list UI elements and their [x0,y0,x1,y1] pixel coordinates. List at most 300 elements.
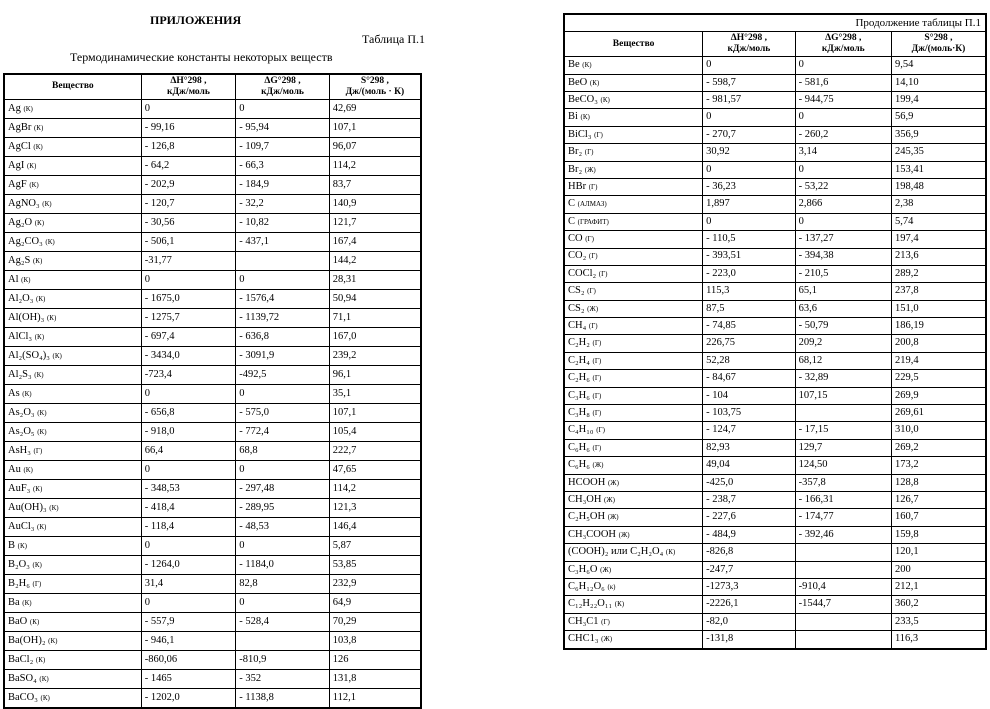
entropy-cell: 114,2 [329,479,421,498]
phase-label: (К) [29,180,39,189]
phase-label: (Г) [592,356,602,365]
formula: Ba [8,596,20,608]
table-row [4,194,421,213]
enthalpy-cell: - 227,6 [703,509,795,526]
formula: C₃H₈ [568,406,590,418]
enthalpy-cell: 0 [703,57,795,74]
substance-cell [4,555,141,574]
gibbs-cell: - 109,7 [236,137,330,156]
gibbs-cell: - 1576,4 [236,289,330,308]
substance-cell [564,596,703,613]
enthalpy-cell: - 3434,0 [141,346,236,365]
phase-label: (Г) [588,322,598,331]
enthalpy-cell: -2226,1 [703,596,795,613]
gibbs-cell [795,631,891,649]
substance-cell [4,688,141,708]
substance-cell [564,196,703,213]
gibbs-cell: -492,5 [236,365,330,384]
table-row [564,248,986,265]
formula: Be [568,59,580,71]
substance-cell [4,650,141,669]
phase-label: (К) [22,598,32,607]
enthalpy-cell: - 120,7 [141,194,236,213]
phase-label: (К) [52,351,62,360]
formula: Br₂ [568,163,583,175]
table-row [564,161,986,178]
header-substance: Вещество [4,74,141,99]
entropy-cell: 103,8 [329,631,421,650]
entropy-cell: 42,69 [329,99,421,118]
substance-cell [564,74,703,91]
enthalpy-cell: - 557,9 [141,612,236,631]
entropy-cell: 5,74 [891,213,986,230]
substance-cell [564,613,703,630]
enthalpy-cell: - 99,16 [141,118,236,137]
phase-label: (К) [22,389,32,398]
table-row [4,650,421,669]
enthalpy-cell: - 418,4 [141,498,236,517]
gibbs-cell [795,613,891,630]
formula: Bi [568,111,578,123]
phase-label: (К) [32,256,43,265]
formula: BeO [568,76,588,88]
table-row [4,175,421,194]
substance-cell [4,498,141,517]
entropy-cell: 140,9 [329,194,421,213]
entropy-cell: 167,0 [329,327,421,346]
phase-label: (Ж) [618,530,630,539]
phase-label: (Г) [596,426,605,435]
enthalpy-cell: - 270,7 [703,126,795,143]
formula: BaCl₂ [8,653,34,665]
phase-label: (К) [614,600,625,609]
entropy-cell: 114,2 [329,156,421,175]
formula: BaO [8,615,28,627]
gibbs-cell [236,251,330,270]
substance-cell [4,289,141,308]
table-label: Таблица П.1 [362,32,425,46]
enthalpy-cell: 0 [703,161,795,178]
phase-label: (Г) [588,182,598,191]
entropy-cell: 126,7 [891,492,986,509]
entropy-cell: 14,10 [891,74,986,91]
table-row [564,178,986,195]
table-row [564,352,986,369]
entropy-cell: 53,85 [329,555,421,574]
header-entropy: S°298 , Дж/(моль·К) [891,32,986,57]
gibbs-cell: 0 [795,57,891,74]
phase-label: (К) [23,104,33,113]
enthalpy-cell: -82,0 [703,613,795,630]
entropy-cell: 107,1 [329,118,421,137]
phase-label: (Ж) [584,165,596,174]
enthalpy-cell: - 64,2 [141,156,236,175]
formula: C₂H₆ [568,372,590,384]
gibbs-cell: 0 [236,593,330,612]
formula: BeCO₃ [568,93,598,105]
formula: CH₃COOH [568,528,616,540]
enthalpy-cell: 52,28 [703,352,795,369]
table-row [564,596,986,613]
gibbs-cell: - 581,6 [795,74,891,91]
gibbs-cell: 124,50 [795,457,891,474]
phase-label: (Г) [592,339,602,348]
gibbs-cell: 0 [236,270,330,289]
substance-cell [564,109,703,126]
substance-cell [564,352,703,369]
gibbs-cell: - 17,15 [795,422,891,439]
formula: C₃H₆O [568,563,598,575]
phase-label: (К) [40,693,50,702]
formula: Au [8,463,21,475]
enthalpy-cell: 1,897 [703,196,795,213]
formula: Al₂O₃ [8,292,34,304]
gibbs-cell: 0 [236,384,330,403]
table-row [564,196,986,213]
enthalpy-cell: - 1202,0 [141,688,236,708]
substance-cell [564,57,703,74]
enthalpy-cell: - 124,7 [703,422,795,439]
enthalpy-cell: -247,7 [703,561,795,578]
table-row [4,384,421,403]
substance-cell [4,574,141,593]
table-row [4,99,421,118]
entropy-cell: 212,1 [891,578,986,595]
enthalpy-cell: 115,3 [703,283,795,300]
substance-cell [4,327,141,346]
entropy-cell: 71,1 [329,308,421,327]
formula: Al(OH)₃ [8,311,45,323]
enthalpy-cell: - 1675,0 [141,289,236,308]
entropy-cell: 126 [329,650,421,669]
phase-label: (К) [32,484,43,493]
table-row [4,498,421,517]
gibbs-cell: 2,866 [795,196,891,213]
phase-label: (К) [34,332,45,341]
gibbs-cell: - 260,2 [795,126,891,143]
substance-cell [4,631,141,650]
entropy-cell: 47,65 [329,460,421,479]
enthalpy-cell: - 506,1 [141,232,236,251]
enthalpy-cell: - 238,7 [703,492,795,509]
substance-cell [564,578,703,595]
gibbs-cell: - 184,9 [236,175,330,194]
enthalpy-cell: 0 [703,109,795,126]
phase-label: (К) [600,95,610,104]
phase-label: (К) [33,123,44,132]
entropy-cell: 70,29 [329,612,421,631]
enthalpy-cell: 0 [141,460,236,479]
table-row [4,517,421,536]
table-row [4,289,421,308]
phase-label: (Ж) [604,495,615,504]
header-enthalpy: ΔH°298 , кДж/моль [141,74,236,99]
formula: B₂H₆ [8,577,30,589]
formula: BaSO₄ [8,672,37,684]
gibbs-cell: - 352 [236,669,330,688]
gibbs-cell: -357,8 [795,474,891,491]
substance-cell [564,544,703,561]
entropy-cell: 107,1 [329,403,421,422]
gibbs-cell: - 32,2 [236,194,330,213]
enthalpy-cell: - 946,1 [141,631,236,650]
entropy-cell: 213,6 [891,248,986,265]
substance-cell [564,126,703,143]
enthalpy-cell: - 126,8 [141,137,236,156]
entropy-cell: 222,7 [329,441,421,460]
formula: Ag₂S [8,254,31,266]
substance-cell [564,439,703,456]
table-row [4,365,421,384]
gibbs-cell: - 32,89 [795,370,891,387]
substance-cell [564,213,703,230]
formula: As₂O₅ [8,425,35,437]
phase-label: (К) [21,275,31,284]
header-entropy: S°298 , Дж/(моль · К) [329,74,421,99]
table-row [564,300,986,317]
substance-cell [564,492,703,509]
phase-label: (Ж) [592,461,604,470]
table-row [564,109,986,126]
formula: AgCl [8,140,31,152]
entropy-cell: 186,19 [891,318,986,335]
gibbs-cell: - 394,38 [795,248,891,265]
enthalpy-cell: - 484,9 [703,526,795,543]
phase-label: (К) [589,78,600,87]
entropy-cell: 28,31 [329,270,421,289]
enthalpy-cell: - 74,85 [703,318,795,335]
entropy-cell: 197,4 [891,231,986,248]
substance-cell [564,161,703,178]
substance-cell [4,175,141,194]
formula: Ba(OH)₂ [8,634,46,646]
gibbs-cell: 3,14 [795,144,891,161]
enthalpy-cell: - 104 [703,387,795,404]
table-row [564,422,986,439]
substance-cell [4,517,141,536]
enthalpy-cell: -425,0 [703,474,795,491]
formula: AgF [8,178,27,190]
formula: As₂O₃ [8,406,35,418]
enthalpy-cell: 49,04 [703,457,795,474]
phase-label: (К) [34,218,45,227]
enthalpy-cell: - 84,67 [703,370,795,387]
substance-cell [4,308,141,327]
gibbs-cell: 107,15 [795,387,891,404]
gibbs-cell: - 636,8 [236,327,330,346]
entropy-cell: 269,2 [891,439,986,456]
gibbs-cell: - 1139,72 [236,308,330,327]
table-row [4,327,421,346]
formula: As [8,387,20,399]
entropy-cell: 233,5 [891,613,986,630]
gibbs-cell: 129,7 [795,439,891,456]
table-row [564,74,986,91]
phase-label: (К) [29,617,40,626]
enthalpy-cell: - 103,75 [703,405,795,422]
gibbs-cell: - 575,0 [236,403,330,422]
table-row [4,669,421,688]
entropy-cell: 120,1 [891,544,986,561]
gibbs-cell: - 166,31 [795,492,891,509]
formula: CHC1₃ [568,633,599,645]
gibbs-cell: 0 [236,99,330,118]
substance-cell [4,213,141,232]
enthalpy-cell: 0 [141,99,236,118]
formula: CS₂ [568,302,585,314]
phase-label: (К) [49,503,59,512]
table-row [4,612,421,631]
enthalpy-cell: - 118,4 [141,517,236,536]
formula: AlCl₃ [8,330,33,342]
phase-label: (Ж) [601,635,613,644]
phase-label: (К) [34,370,44,379]
gibbs-cell: -810,9 [236,650,330,669]
substance-cell [564,178,703,195]
phase-label: (К) [23,465,33,474]
header-enthalpy: ΔH°298 , кДж/моль [703,32,795,57]
substance-cell [564,422,703,439]
entropy-cell: 144,2 [329,251,421,270]
table-row [564,405,986,422]
substance-cell [564,144,703,161]
gibbs-cell: 0 [795,161,891,178]
formula: HCOOH [568,476,606,488]
table-row [4,688,421,708]
gibbs-cell [795,561,891,578]
substance-cell [4,669,141,688]
formula: C₆H₁₂O₆ [568,580,605,592]
substance-cell [4,612,141,631]
entropy-cell: 229,5 [891,370,986,387]
continuation-label: Продолжение таблицы П.1 [564,14,986,32]
phase-label: (Г) [592,408,602,417]
gibbs-cell: - 944,75 [795,92,891,109]
gibbs-cell: - 392,46 [795,526,891,543]
substance-cell [4,593,141,612]
gibbs-cell: 68,12 [795,352,891,369]
entropy-cell: 121,7 [329,213,421,232]
formula: B₂O₃ [8,558,30,570]
substance-cell [4,422,141,441]
entropy-cell: 159,8 [891,526,986,543]
enthalpy-cell: 0 [703,213,795,230]
substance-cell [564,387,703,404]
formula: CH₄ [568,320,587,332]
entropy-cell: 96,07 [329,137,421,156]
enthalpy-cell: 82,93 [703,439,795,456]
entropy-cell: 239,2 [329,346,421,365]
table-row [564,335,986,352]
table-row [564,561,986,578]
enthalpy-cell: - 656,8 [141,403,236,422]
table-row [4,346,421,365]
formula: C₂H₅OH [568,511,606,523]
formula: C₂H₄ [568,354,590,366]
thermo-table-right [563,13,987,650]
table-row [564,578,986,595]
phase-label: (К) [37,522,47,531]
table-row [564,57,986,74]
gibbs-cell: -1544,7 [795,596,891,613]
enthalpy-cell: - 1264,0 [141,555,236,574]
phase-label: (К) [45,237,55,246]
formula: (COOH)₂ или C₂H₂O₄ [568,546,664,558]
enthalpy-cell: -723,4 [141,365,236,384]
substance-cell [564,474,703,491]
phase-label: (Г) [598,269,608,278]
formula: CO₂ [568,250,587,262]
formula: AuF₃ [8,482,31,494]
formula: BiCl₃ [568,128,592,140]
gibbs-cell: - 66,3 [236,156,330,175]
enthalpy-cell: - 223,0 [703,265,795,282]
substance-cell [4,479,141,498]
phase-label: (Г) [33,446,43,455]
enthalpy-cell: 0 [141,593,236,612]
entropy-cell: 198,48 [891,178,986,195]
table-row [4,213,421,232]
phase-label: (Г) [584,148,594,157]
substance-cell [564,231,703,248]
entropy-cell: 245,35 [891,144,986,161]
gibbs-cell: 0 [236,536,330,555]
phase-label: (Ж) [607,513,619,522]
substance-cell [564,370,703,387]
entropy-cell: 83,7 [329,175,421,194]
table-row [4,536,421,555]
gibbs-cell: - 1138,8 [236,688,330,708]
table-row [4,137,421,156]
gibbs-cell: 0 [795,109,891,126]
thermo-table-left [3,73,422,709]
enthalpy-cell: 0 [141,270,236,289]
gibbs-cell: - 437,1 [236,232,330,251]
table-row [564,457,986,474]
header-gibbs: ΔG°298 , кДж/моль [236,74,330,99]
formula: Br₂ [568,146,583,158]
formula: C₃H₆ [568,389,590,401]
phase-label: (Г) [592,391,602,400]
formula: AgI [8,159,25,171]
phase-label: (к) [607,582,616,591]
gibbs-cell: - 95,94 [236,118,330,137]
formula: C₆H₆ [568,441,590,453]
phase-label: (Г) [592,443,602,452]
enthalpy-cell: - 202,9 [141,175,236,194]
gibbs-cell [795,405,891,422]
table-row [564,613,986,630]
phase-label: (К) [46,313,57,322]
entropy-cell: 128,8 [891,474,986,491]
substance-cell [564,405,703,422]
table-row [564,492,986,509]
gibbs-cell: - 210,5 [795,265,891,282]
table-row [4,422,421,441]
table-row [564,631,986,649]
gibbs-cell: - 772,4 [236,422,330,441]
entropy-cell: 269,9 [891,387,986,404]
formula: Al [8,273,19,285]
entropy-cell: 200 [891,561,986,578]
gibbs-cell: - 297,48 [236,479,330,498]
gibbs-cell: - 50,79 [795,318,891,335]
entropy-cell: 199,4 [891,92,986,109]
entropy-cell: 310,0 [891,422,986,439]
formula: C [568,215,576,227]
entropy-cell: 151,0 [891,300,986,317]
phase-label: (Ж) [587,304,599,313]
